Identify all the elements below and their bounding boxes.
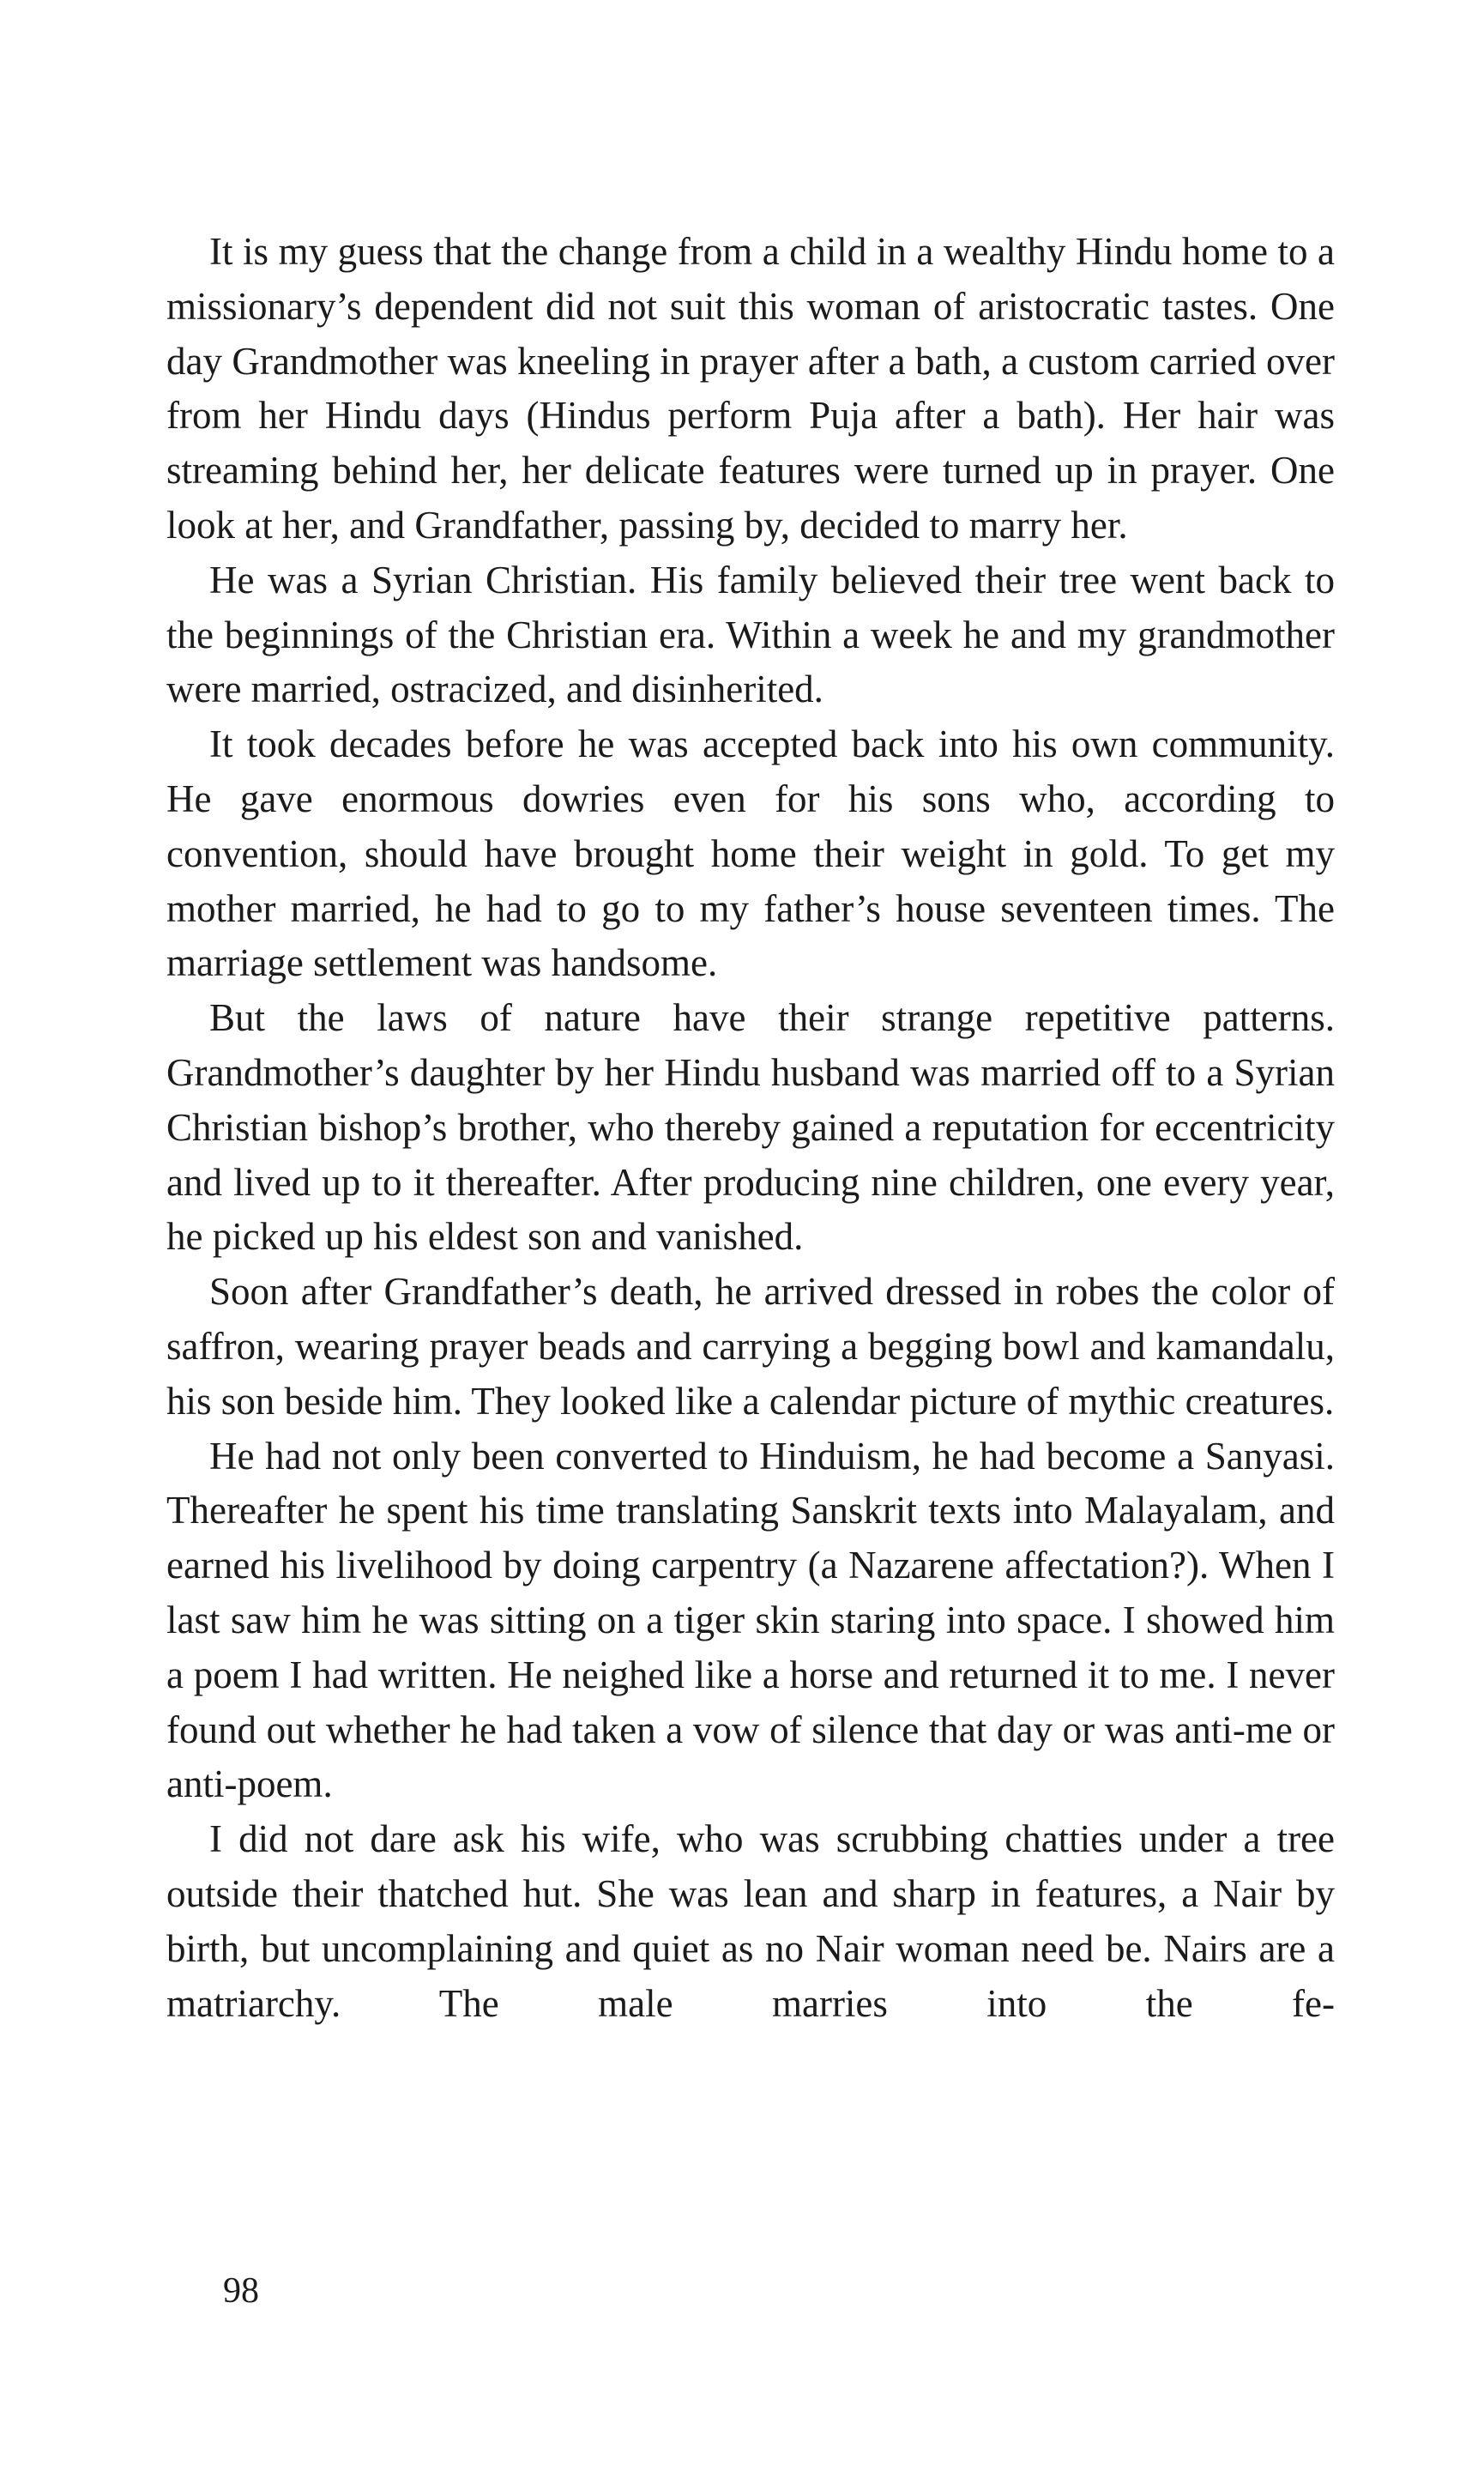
paragraph-saffron-robes: Soon after Grandfather’s death, he arrived dressed in robes the color of saffron, wearing prayer beads and carrying a begging bowl and kamandalu, his son beside him. They looked like a calendar picture of mythic creatures. xyxy=(166,1270,1335,1423)
paragraph-sanyasi: He had not only been converted to Hinduism, he had become a Sanyasi. Thereafter he spent his time translating Sanskrit texts into Malayalam, and earned his livelihood by doing carpentry (a Nazarene affectation?). When I last saw him he was sitting on a tiger skin staring into space. I showed him a poem I had written. He neighed like a horse and returned it to me. I never found out whether he had taken a vow of silence that day or was anti-me or anti-poem. xyxy=(166,1434,1335,1806)
body-text xyxy=(166,225,1335,2031)
paragraph-grandmother-prayer: It is my guess that the change from a child in a wealthy Hindu home to a missionary’s dependent did not suit this woman of aristocratic tastes. One day Grandmother was kneeling in prayer after a bath, a custom carried over from her Hindu days (Hindus perform Puja after a bath). Her hair was streaming behind her, her delicate features were turned up in prayer. One look at her, and Grandfather, passing by, decided to marry her. xyxy=(166,230,1335,547)
paragraph-dowries: It took decades before he was accepted back into his own community. He gave enormous dowries even for his sons who, according to convention, should have brought home their weight in gold. To get my mother married, he had to go to my father’s house seventeen times. The marriage settlement was handsome. xyxy=(166,722,1335,985)
page-number: 98 xyxy=(223,2271,259,2311)
paragraph-syrian-christian: He was a Syrian Christian. His family believed their tree went back to the beginnings of the Christian era. Within a week he and my grandmother were married, ostracized, and disinherited. xyxy=(166,558,1335,711)
paragraph-laws-of-nature: But the laws of nature have their strange repetitive patterns. Grandmother’s daughter by her Hindu husband was married off to a Syrian Christian bishop’s brother, who thereby gained a reputation for eccentricity and lived up to it thereafter. After producing nine children, one every year, he picked up his eldest son and vanished. xyxy=(166,996,1335,1259)
paragraph-nair-wife: I did not dare ask his wife, who was scrubbing chatties under a tree outside their thatched hut. She was lean and sharp in features, a Nair by birth, but uncomplaining and quiet as no Nair woman need be. Nairs are a matriarchy. The male marries into the fe- xyxy=(166,1817,1335,2025)
